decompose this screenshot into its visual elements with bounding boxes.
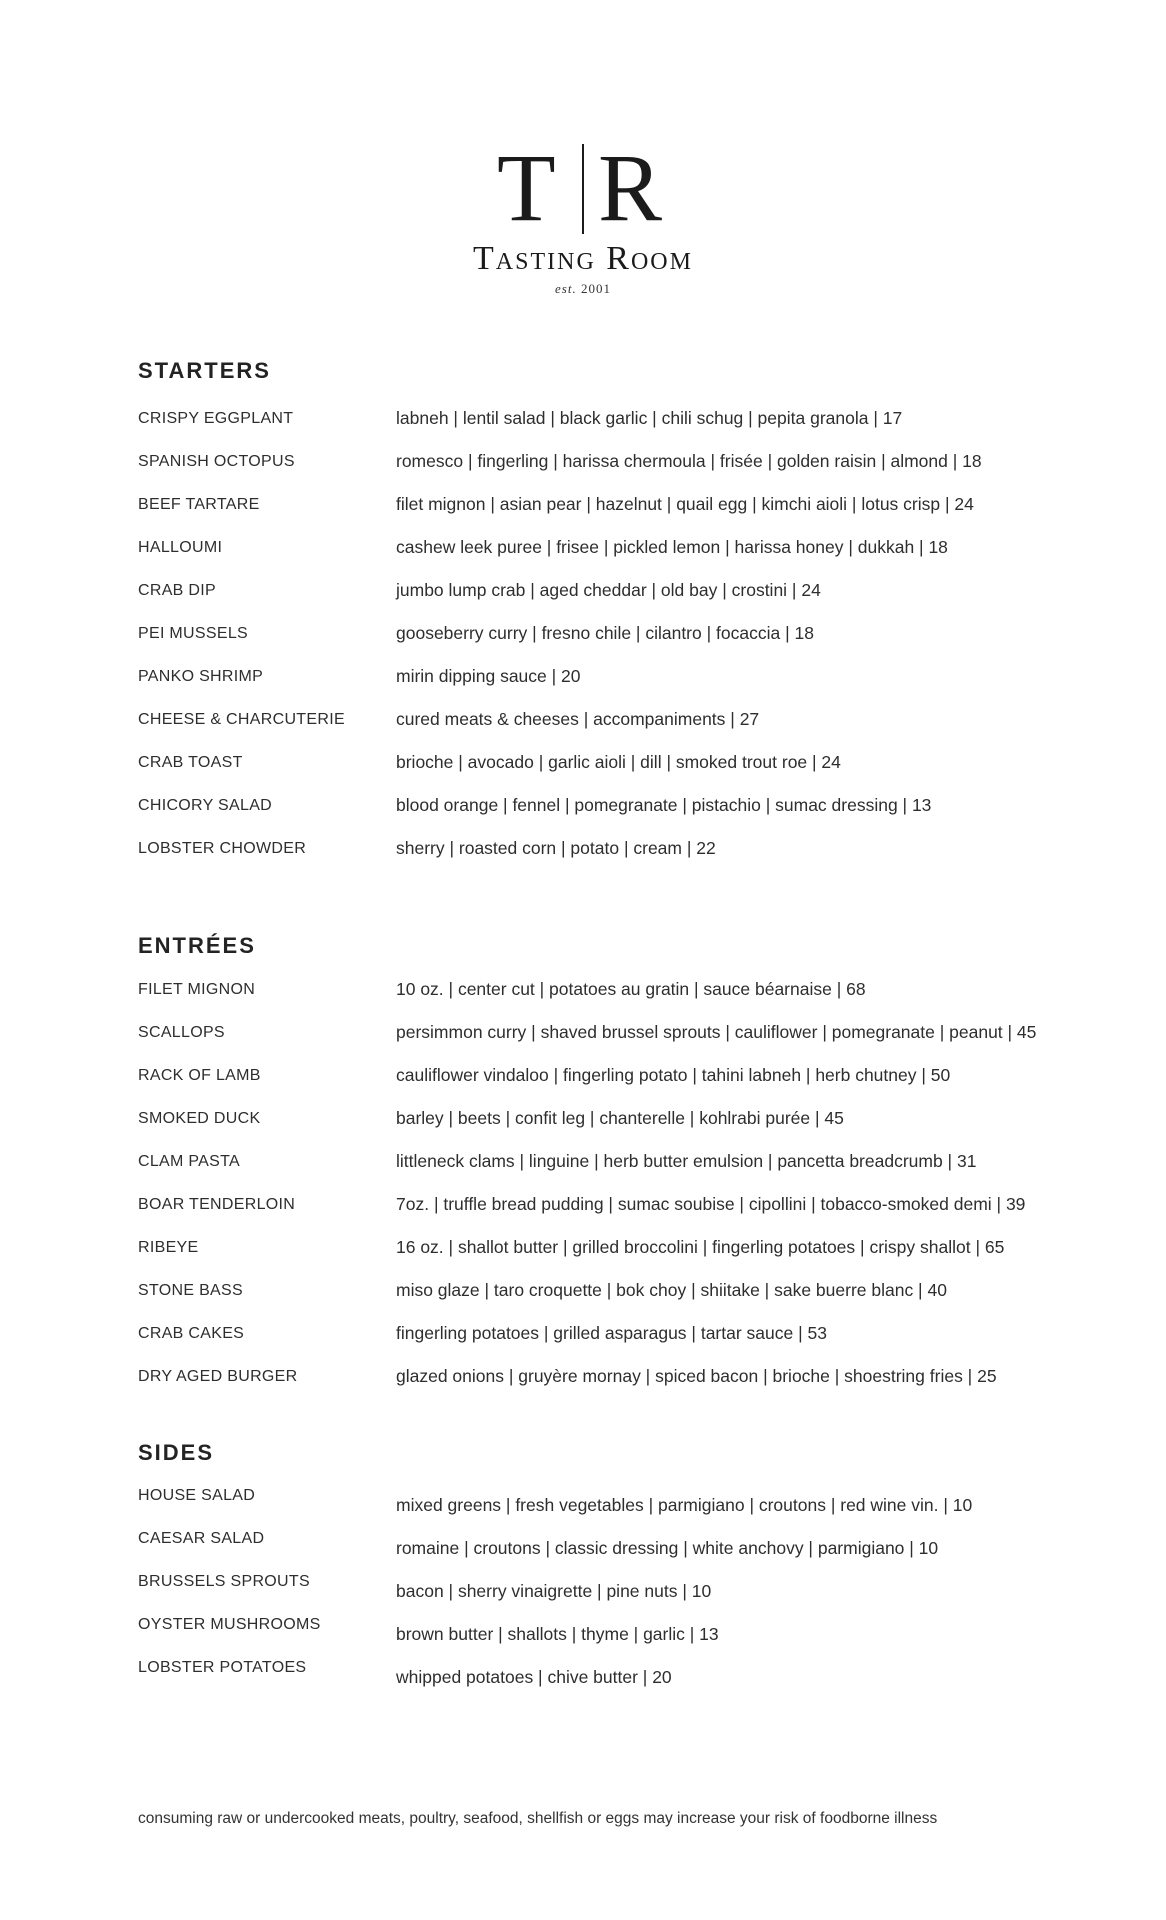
menu-item <box>138 711 1058 739</box>
menu-item <box>138 981 1058 1009</box>
menu-item-description: cashew leek puree | frisee | pickled lemon | harissa honey | dukkah | 18 <box>396 537 948 557</box>
menu-item-description: bacon | sherry vinaigrette | pine nuts | 10 <box>396 1581 712 1601</box>
menu-item-name: SCALLOPS <box>138 1024 225 1041</box>
menu-item-description: glazed onions | gruyère mornay | spiced bacon | brioche | shoestring fries | 25 <box>396 1366 997 1386</box>
menu-item-name: FILET MIGNON <box>138 981 256 998</box>
menu-item-description: filet mignon | asian pear | hazelnut | quail egg | kimchi aioli | lotus crisp | 24 <box>396 494 974 514</box>
menu-item-name: BOAR TENDERLOIN <box>138 1196 296 1213</box>
menu-item-name: CHEESE & CHARCUTERIE <box>138 711 345 728</box>
menu-item-name: CRAB CAKES <box>138 1325 245 1342</box>
menu-item <box>138 1659 1058 1690</box>
menu-item-name: BEEF TARTARE <box>138 496 260 513</box>
menu-item <box>138 754 1058 782</box>
food-safety-notice: consuming raw or undercooked meats, poultry, seafood, shellfish or eggs may increase your risk of foodborne illness <box>138 1810 938 1827</box>
entrees-section <box>138 933 1058 1393</box>
menu-item-description: jumbo lump crab | aged cheddar | old bay | crostini | 24 <box>396 580 821 600</box>
logo-monogram <box>0 134 1166 241</box>
menu-item-description: 7oz. | truffle bread pudding | sumac soubise | cipollini | tobacco-smoked demi | 39 <box>396 1194 1026 1214</box>
menu-item-name: CHICORY SALAD <box>138 797 273 814</box>
menu-item-name: PEI MUSSELS <box>138 625 249 642</box>
menu-item <box>138 1487 1058 1518</box>
menu-item-name: HOUSE SALAD <box>138 1487 256 1504</box>
menu-item-description: fingerling potatoes | grilled asparagus | tartar sauce | 53 <box>396 1323 827 1343</box>
est-label: est. <box>555 281 577 296</box>
menu-item-name: LOBSTER CHOWDER <box>138 840 307 857</box>
menu-item-name: BRUSSELS SPROUTS <box>138 1573 310 1590</box>
menu-item <box>138 539 1058 567</box>
menu-item-description: labneh | lentil salad | black garlic | chili schug | pepita granola | 17 <box>396 408 903 428</box>
starters-section <box>138 358 1058 878</box>
menu-item <box>138 453 1058 481</box>
restaurant-name: Tasting Room <box>473 240 693 277</box>
menu-item <box>138 410 1058 438</box>
menu-item <box>138 496 1058 524</box>
menu-item-description: romaine | croutons | classic dressing | white anchovy | parmigiano | 10 <box>396 1538 939 1558</box>
menu-item-description: littleneck clams | linguine | herb butter emulsion | pancetta breadcrumb | 31 <box>396 1151 977 1171</box>
section-title-sides: SIDES <box>138 1440 215 1465</box>
monogram-r: R <box>598 134 663 241</box>
menu-item <box>138 1239 1058 1267</box>
menu-item-name: STONE BASS <box>138 1282 243 1299</box>
sides-section <box>138 1440 1058 1700</box>
menu-item-description: mirin dipping sauce | 20 <box>396 666 581 686</box>
menu-item-name: OYSTER MUSHROOMS <box>138 1616 321 1633</box>
menu-item <box>138 1616 1058 1647</box>
menu-item <box>138 1153 1058 1181</box>
menu-item <box>138 797 1058 825</box>
menu-item-description: 10 oz. | center cut | potatoes au gratin | sauce béarnaise | 68 <box>396 979 866 999</box>
menu-item-name: CRISPY EGGPLANT <box>138 410 294 427</box>
menu-item-description: blood orange | fennel | pomegranate | pistachio | sumac dressing | 13 <box>396 795 932 815</box>
menu-item-name: CAESAR SALAD <box>138 1530 265 1547</box>
menu-item-description: cured meats & cheeses | accompaniments | 27 <box>396 709 760 729</box>
menu-item-name: DRY AGED BURGER <box>138 1368 298 1385</box>
menu-item-description: 16 oz. | shallot butter | grilled broccolini | fingerling potatoes | crispy shallot | 65 <box>396 1237 1005 1257</box>
menu-item-description: barley | beets | confit leg | chanterelle | kohlrabi purée | 45 <box>396 1108 844 1128</box>
menu-item <box>138 1573 1058 1604</box>
monogram-divider <box>582 144 584 234</box>
menu-item <box>138 582 1058 610</box>
menu-item-description: brioche | avocado | garlic aioli | dill | smoked trout roe | 24 <box>396 752 841 772</box>
menu-item <box>138 668 1058 696</box>
menu-item <box>138 625 1058 653</box>
menu-item <box>138 1067 1058 1095</box>
menu-item-description: brown butter | shallots | thyme | garlic | 13 <box>396 1624 719 1644</box>
menu-item-name: SMOKED DUCK <box>138 1110 261 1127</box>
menu-item <box>138 1282 1058 1310</box>
menu-item <box>138 1196 1058 1224</box>
menu-item <box>138 1024 1058 1052</box>
menu-item-description: whipped potatoes | chive butter | 20 <box>396 1667 672 1687</box>
est-year: 2001 <box>580 281 611 296</box>
section-title-starters: STARTERS <box>138 358 271 383</box>
menu-item-name: RACK OF LAMB <box>138 1067 261 1084</box>
menu-item-name: CLAM PASTA <box>138 1153 240 1170</box>
menu-item-description: romesco | fingerling | harissa chermoula | frisée | golden raisin | almond | 18 <box>396 451 982 471</box>
restaurant-logo <box>0 134 1166 300</box>
menu-item-name: SPANISH OCTOPUS <box>138 453 295 470</box>
menu-item-name: CRAB DIP <box>138 582 216 599</box>
menu-item-description: cauliflower vindaloo | fingerling potato | tahini labneh | herb chutney | 50 <box>396 1065 951 1085</box>
menu-item-name: HALLOUMI <box>138 539 223 556</box>
menu-item-description: miso glaze | taro croquette | bok choy | shiitake | sake buerre blanc | 40 <box>396 1280 947 1300</box>
menu-item-description: mixed greens | fresh vegetables | parmigiano | croutons | red wine vin. | 10 <box>396 1495 973 1515</box>
menu-item <box>138 1110 1058 1138</box>
menu-item <box>138 1368 1058 1396</box>
menu-item-name: PANKO SHRIMP <box>138 668 264 685</box>
menu-item-description: persimmon curry | shaved brussel sprouts | cauliflower | pomegranate | peanut | 45 <box>396 1022 1037 1042</box>
menu-item-description: sherry | roasted corn | potato | cream | 22 <box>396 838 716 858</box>
menu-item <box>138 1325 1058 1353</box>
menu-item-name: LOBSTER POTATOES <box>138 1659 307 1676</box>
menu-item-description: gooseberry curry | fresno chile | cilantro | focaccia | 18 <box>396 623 814 643</box>
established-line <box>0 281 1166 297</box>
menu-item <box>138 1530 1058 1561</box>
menu-item-name: CRAB TOAST <box>138 754 243 771</box>
menu-item <box>138 840 1058 868</box>
monogram-t: T <box>497 134 556 241</box>
section-title-entrees: ENTRÉES <box>138 933 256 958</box>
menu-item-name: RIBEYE <box>138 1239 199 1256</box>
